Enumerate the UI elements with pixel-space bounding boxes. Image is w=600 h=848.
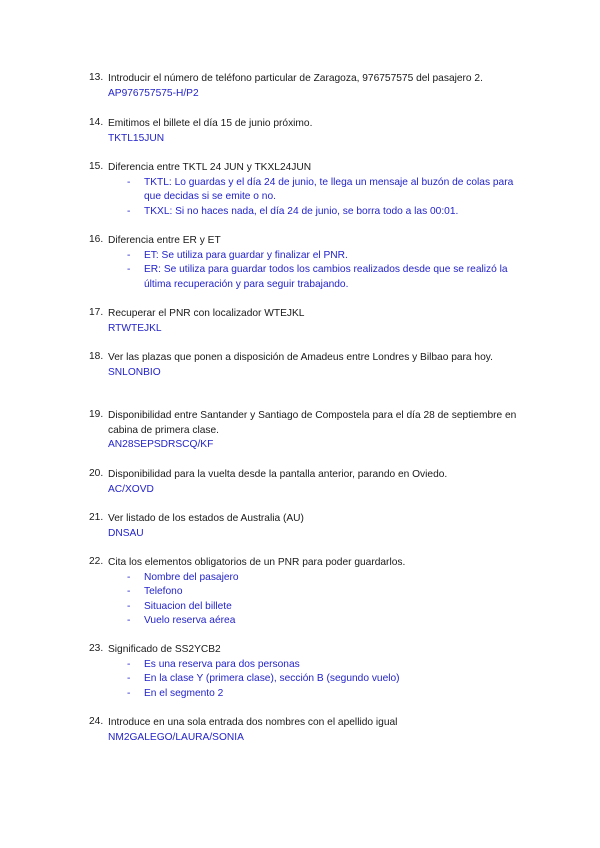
item-number: 17. bbox=[89, 307, 104, 318]
answer-command: DNSAU bbox=[108, 527, 144, 539]
question-14 bbox=[89, 117, 529, 146]
item-number: 24. bbox=[89, 716, 104, 727]
item-number: 19. bbox=[89, 409, 104, 420]
list-item-text: ET: Se utiliza para guardar y finalizar el PNR. bbox=[144, 249, 348, 261]
answer-command: SNLONBIO bbox=[108, 366, 161, 378]
question-15 bbox=[89, 161, 529, 219]
list-item-text: Vuelo reserva aérea bbox=[144, 615, 236, 627]
item-number: 23. bbox=[89, 643, 104, 654]
list-item: - Es una reserva para dos personas bbox=[127, 658, 300, 670]
item-number: 13. bbox=[89, 72, 104, 83]
list-item: - Telefono bbox=[127, 586, 183, 598]
answer-command: TKTL15JUN bbox=[108, 132, 165, 144]
list-item-text: En la clase Y (primera clase), sección B (segundo vuelo) bbox=[144, 673, 400, 685]
item-number: 21. bbox=[89, 512, 104, 523]
list-item: - En la clase Y (primera clase), sección B (segundo vuelo) bbox=[127, 673, 400, 685]
item-number: 20. bbox=[89, 468, 104, 479]
question-text: Introduce en una sola entrada dos nombres con el apellido igual bbox=[108, 717, 398, 728]
question-20 bbox=[89, 468, 529, 497]
answer-list bbox=[127, 571, 529, 629]
question-16 bbox=[89, 234, 529, 292]
list-item: - Situacion del billete bbox=[127, 600, 232, 612]
question-text: Emitimos el billete el día 15 de junio próximo. bbox=[108, 118, 313, 129]
answer-command: AP976757575-H/P2 bbox=[108, 87, 199, 99]
list-item: - Vuelo reserva aérea bbox=[127, 615, 236, 627]
question-19 bbox=[89, 409, 529, 453]
list-item-text: Es una reserva para dos personas bbox=[144, 658, 300, 670]
list-item-text: Nombre del pasajero bbox=[144, 571, 239, 583]
list-item-text: En el segmento 2 bbox=[144, 687, 224, 699]
question-text: Significado de SS2YCB2 bbox=[108, 644, 221, 655]
list-item: - Nombre del pasajero bbox=[127, 571, 239, 583]
list-item: - ET: Se utiliza para guardar y finalizar el PNR. bbox=[127, 249, 348, 261]
question-text: Ver las plazas que ponen a disposición de Amadeus entre Londres y Bilbao para hoy. bbox=[108, 352, 493, 363]
answer-command: NM2GALEGO/LAURA/SONIA bbox=[108, 731, 244, 743]
question-text: Recuperar el PNR con localizador WTEJKL bbox=[108, 308, 305, 319]
answer-list bbox=[127, 658, 529, 702]
question-21 bbox=[89, 512, 529, 541]
answer-command: AN28SEPSDRSCQ/KF bbox=[108, 439, 214, 451]
item-number: 22. bbox=[89, 556, 104, 567]
question-text: Disponibilidad para la vuelta desde la pantalla anterior, parando en Oviedo. bbox=[108, 469, 448, 480]
list-item-text: TKXL: Si no haces nada, el día 24 de junio, se borra todo a las 00:01. bbox=[144, 205, 459, 217]
answer-list bbox=[127, 176, 529, 220]
item-number: 15. bbox=[89, 161, 104, 172]
item-number: 14. bbox=[89, 117, 104, 128]
question-text: Cita los elementos obligatorios de un PNR para poder guardarlos. bbox=[108, 557, 406, 568]
answer-command: RTWTEJKL bbox=[108, 322, 162, 334]
list-item: - ER: Se utiliza para guardar todos los cambios realizados desde que se realizó la última recuperación y para seguir trabajando. bbox=[127, 264, 508, 290]
item-number: 16. bbox=[89, 234, 104, 245]
list-item-text: ER: Se utiliza para guardar todos los cambios realizados desde que se realizó la última recuperación y para seguir trabajando. bbox=[144, 264, 508, 290]
list-item-text: Situacion del billete bbox=[144, 600, 232, 612]
question-text: Ver listado de los estados de Australia (AU) bbox=[108, 513, 304, 524]
question-text: Diferencia entre TKTL 24 JUN y TKXL24JUN bbox=[108, 162, 312, 173]
list-item-text: TKTL: Lo guardas y el día 24 de junio, te llega un mensaje al buzón de colas para que decidas si se emite o no. bbox=[144, 176, 514, 203]
question-18 bbox=[89, 351, 529, 380]
answer-list bbox=[127, 249, 529, 293]
question-text: Introducir el número de teléfono particular de Zaragoza, 976757575 del pasajero 2. bbox=[108, 73, 483, 84]
question-13 bbox=[89, 72, 529, 101]
list-item-text: Telefono bbox=[144, 586, 183, 598]
answer-command: AC/XOVD bbox=[108, 483, 154, 495]
list-item: - TKTL: Lo guardas y el día 24 de junio, te llega un mensaje al buzón de colas para que decidas si se emite o no. bbox=[127, 176, 514, 203]
question-text: Disponibilidad entre Santander y Santiago de Compostela para el día 28 de septiembre en cabina de primera clase. bbox=[108, 410, 517, 436]
question-17 bbox=[89, 307, 529, 336]
question-text: Diferencia entre ER y ET bbox=[108, 235, 221, 246]
item-number: 18. bbox=[89, 351, 104, 362]
question-22 bbox=[89, 556, 529, 629]
list-item: - TKXL: Si no haces nada, el día 24 de junio, se borra todo a las 00:01. bbox=[127, 205, 459, 217]
question-23 bbox=[89, 643, 529, 701]
list-item: - En el segmento 2 bbox=[127, 687, 224, 699]
question-24 bbox=[89, 716, 529, 745]
